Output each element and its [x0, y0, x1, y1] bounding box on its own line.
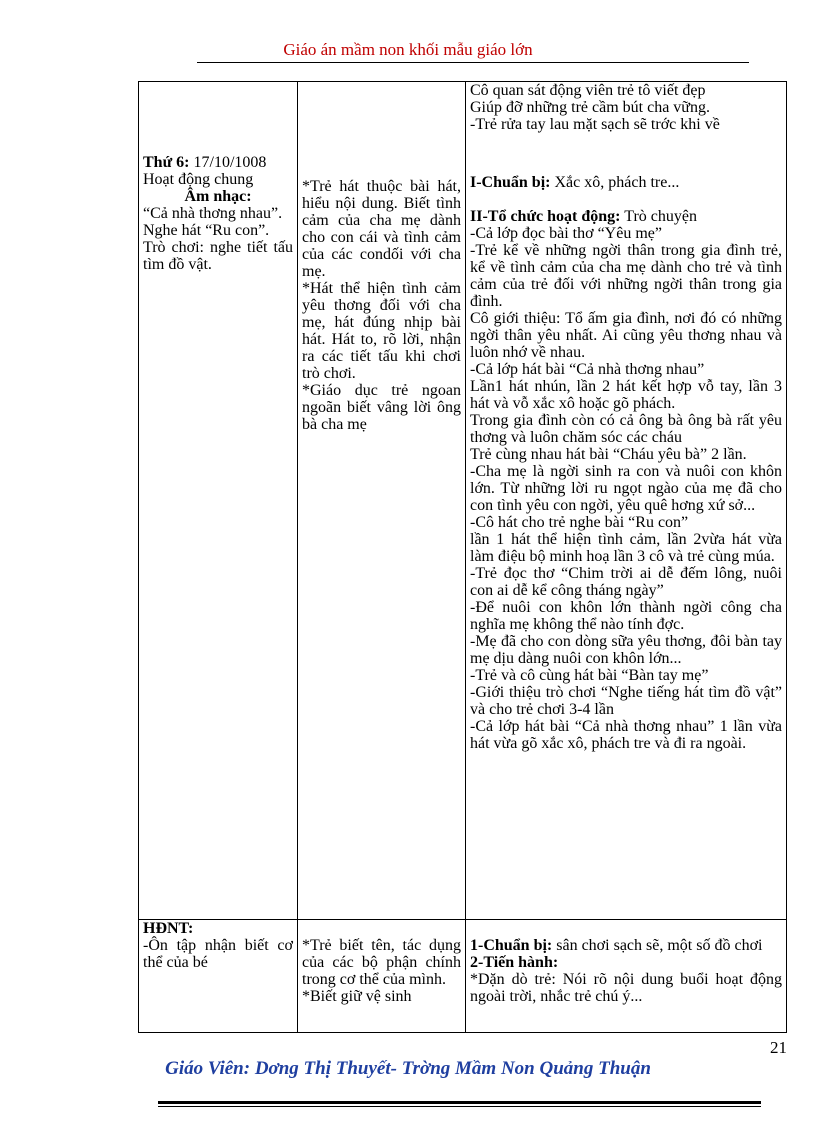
procedure-line: -Cả lớp hát bài “Cả nhà thơng nhau” — [470, 361, 705, 378]
procedure-line: Trẻ cùng nhau hát bài “Cháu yêu bà” 2 lần. — [470, 446, 747, 463]
page-number: 21 — [770, 1038, 787, 1057]
procedure-line: -Cả lớp đọc bài thơ “Yêu mẹ” — [470, 225, 662, 242]
aim-item: *Giáo dục trẻ ngoan ngoãn biết vâng lời ông bà cha mẹ — [302, 382, 461, 433]
procedure-line: lần 1 hát thể hiện tình cảm, lần 2vừa hát vừa làm điệu bộ minh hoạ lần 3 cô và trẻ cùng múa. — [470, 531, 782, 565]
procedure-line: -Trẻ và cô cùng hát bài “Bàn tay mẹ” — [470, 667, 709, 684]
organization-line: II-Tổ chức hoạt động: Trò chuyện — [470, 208, 697, 225]
preparation-line: I-Chuẩn bị: Xắc xô, phách tre... — [470, 174, 680, 191]
outdoor-text: -Ôn tập nhận biết cơ thể của bé — [143, 937, 293, 971]
cell-procedure — [466, 82, 787, 920]
procedure-line: Lần1 hát nhún, lần 2 hát kết hợp vỗ tay, lần 3 hát và vỗ xắc xô hoặc gõ phách. — [470, 378, 782, 412]
procedure-line: Cô giới thiệu: Tổ ấm gia đình, nơi đó có những ngời thân yêu nhất. Ai cũng yêu thơng nhau và luôn nhớ về nhau. — [470, 310, 782, 361]
procedure-line: -Mẹ đã cho con dòng sữa yêu thơng, đôi bàn tay mẹ dịu dàng nuôi con khôn lớn... — [470, 633, 782, 667]
footer-rule-thin — [158, 1106, 761, 1107]
table-row-friday — [139, 82, 787, 920]
aim-item: *Trẻ biết tên, tác dụng của các bộ phận chính trong cơ thể của mình. — [302, 937, 461, 988]
header-rule — [197, 62, 749, 63]
cell-outdoor-aims — [298, 920, 466, 1033]
procedure-line: -Trẻ đọc thơ “Chim trời ai dễ đếm lông, nuôi con ai dễ kể công tháng ngày” — [470, 565, 782, 599]
procedure-line: -Để nuôi con khôn lớn thành ngời công cha nghĩa mẹ không thể nào tính đợc. — [470, 599, 782, 633]
cell-aims — [298, 82, 466, 920]
lesson-plan-table — [138, 81, 787, 1033]
procedure-line: -Cả lớp hát bài “Cả nhà thơng nhau” 1 lần vừa hát vừa gõ xắc xô, phách tre và đi ra ngoài. — [470, 718, 782, 752]
footer-rule-thick — [158, 1101, 761, 1104]
date: 17/10/1008 — [189, 154, 267, 171]
procedure-line: Cô quan sát động viên trẻ tô viết đẹp — [470, 82, 706, 99]
outdoor-preparation: 1-Chuẩn bị: sân chơi sạch sẽ, một số đồ chơi — [470, 937, 763, 954]
page-header-title: Giáo án mầm non khối mẫu giáo lớn — [283, 40, 533, 59]
outdoor-steps-text: *Dặn dò trẻ: Nói rõ nội dung buổi hoạt động ngoài trời, nhắc trẻ chú ý... — [470, 971, 782, 1005]
procedure-line: -Trẻ kể về những ngời thân trong gia đình trẻ, kể về tình cảm của cha mẹ dành cho trẻ và tình cảm của trẻ đối với những ngời thân trong gia đình. — [470, 242, 782, 310]
cell-activity-name — [139, 82, 298, 920]
listen-song: Nghe hát “Ru con”. — [143, 222, 270, 239]
procedure-line: -Trẻ rửa tay lau mặt sạch sẽ trớc khi về — [470, 116, 720, 133]
procedure-line: -Cha mẹ là ngời sinh ra con và nuôi con khôn lớn. Từ những lời ru ngọt ngào của mẹ đã cho con tình yêu con ngời, yêu quê hơng xứ sở... — [470, 463, 782, 514]
outdoor-title: HĐNT: — [143, 920, 194, 937]
table-row-outdoor — [139, 920, 787, 1033]
procedure-line: -Giới thiệu trò chơi “Nghe tiếng hát tìm đồ vật” và cho trẻ chơi 3-4 lần — [470, 684, 782, 718]
procedure-line: Giúp đỡ những trẻ cầm bút cha vững. — [470, 99, 710, 116]
cell-outdoor-activity — [139, 920, 298, 1033]
day-label: Thứ 6: — [143, 154, 190, 171]
activity-type: Hoạt động chung — [143, 171, 254, 188]
aim-item: *Hát thể hiện tình cảm yêu thơng đối với cha mẹ, hát đúng nhịp bài hát. Hát to, rõ lời, nhận ra các tiết tấu khi chơi trò chơi. — [302, 280, 461, 382]
procedure-line: -Cô hát cho trẻ nghe bài “Ru con” — [470, 514, 689, 531]
page-footer: Giáo Viên: Dơng Thị Thuyết- Trờng Mầm Non Quảng Thuận — [165, 1058, 651, 1079]
procedure-line: Trong gia đình còn có cả ông bà ông bà rất yêu thơng và luôn chăm sóc các cháu — [470, 412, 782, 446]
cell-outdoor-procedure — [466, 920, 787, 1033]
subject-title: Âm nhạc: — [184, 188, 252, 205]
day-line — [143, 154, 293, 171]
outdoor-steps-title: 2-Tiến hành: — [470, 954, 559, 971]
aim-item: *Trẻ hát thuộc bài hát, hiểu nội dung. Biết tình cảm của cha mẹ dành cho con cái và tình cảm của các condối với cha mẹ. — [302, 178, 461, 280]
game-title: Trò chơi: nghe tiết tấu tìm đồ vật. — [143, 239, 293, 273]
song-title: “Cả nhà thơng nhau”. — [143, 205, 283, 222]
aim-item: *Biết giữ vệ sinh — [302, 988, 412, 1005]
